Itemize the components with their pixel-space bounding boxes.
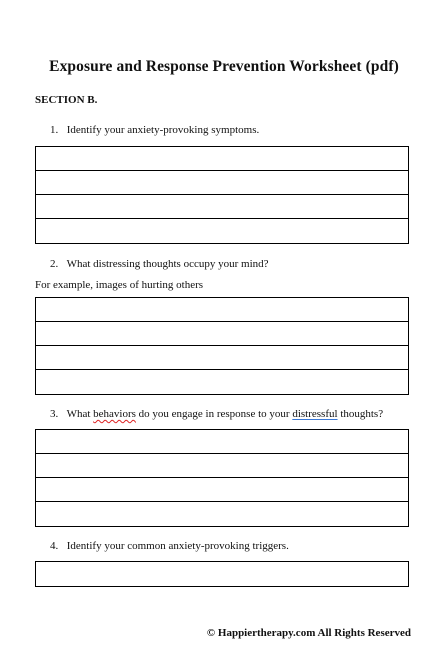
- question-1-text: Identify your anxiety-provoking symptoms.: [66, 124, 260, 136]
- answer-line[interactable]: [36, 171, 408, 195]
- answer-line[interactable]: [36, 562, 408, 586]
- answer-line[interactable]: [36, 195, 408, 219]
- question-3-number: 3.: [50, 408, 59, 420]
- question-2-number: 2.: [50, 258, 59, 270]
- answer-box-2: [35, 297, 409, 395]
- question-3-text-a: What: [66, 408, 94, 420]
- question-1: [50, 124, 259, 136]
- answer-line[interactable]: [36, 322, 408, 346]
- question-4: [50, 540, 289, 552]
- answer-box-3: [35, 429, 409, 527]
- answer-line[interactable]: [36, 370, 408, 394]
- question-2-example: For example, images of hurting others: [35, 279, 204, 291]
- question-2: [50, 258, 269, 270]
- answer-line[interactable]: [36, 502, 408, 526]
- answer-line[interactable]: [36, 430, 408, 454]
- question-3-text-c: thoughts?: [337, 408, 384, 420]
- answer-box-1: [35, 146, 409, 244]
- section-heading: SECTION B.: [35, 94, 98, 106]
- worksheet-title: Exposure and Response Prevention Worksheet (pdf): [49, 58, 399, 75]
- grammar-word-distressful: distressful: [292, 408, 338, 420]
- answer-line[interactable]: [36, 346, 408, 370]
- copyright-footer: © Happiertherapy.com All Rights Reserved: [206, 627, 411, 639]
- question-4-number: 4.: [50, 540, 59, 552]
- question-1-number: 1.: [50, 124, 59, 136]
- answer-box-4: [35, 561, 409, 587]
- answer-line[interactable]: [36, 298, 408, 322]
- question-3-text-b: do you engage in response to your: [135, 408, 293, 420]
- answer-line[interactable]: [36, 454, 408, 478]
- answer-line[interactable]: [36, 219, 408, 243]
- question-3: [50, 408, 383, 420]
- answer-line[interactable]: [36, 478, 408, 502]
- question-4-text: Identify your common anxiety-provoking triggers.: [66, 540, 289, 552]
- spellcheck-word-behaviors: behaviors: [93, 408, 136, 420]
- answer-line[interactable]: [36, 147, 408, 171]
- question-2-text: What distressing thoughts occupy your mind?: [66, 258, 269, 270]
